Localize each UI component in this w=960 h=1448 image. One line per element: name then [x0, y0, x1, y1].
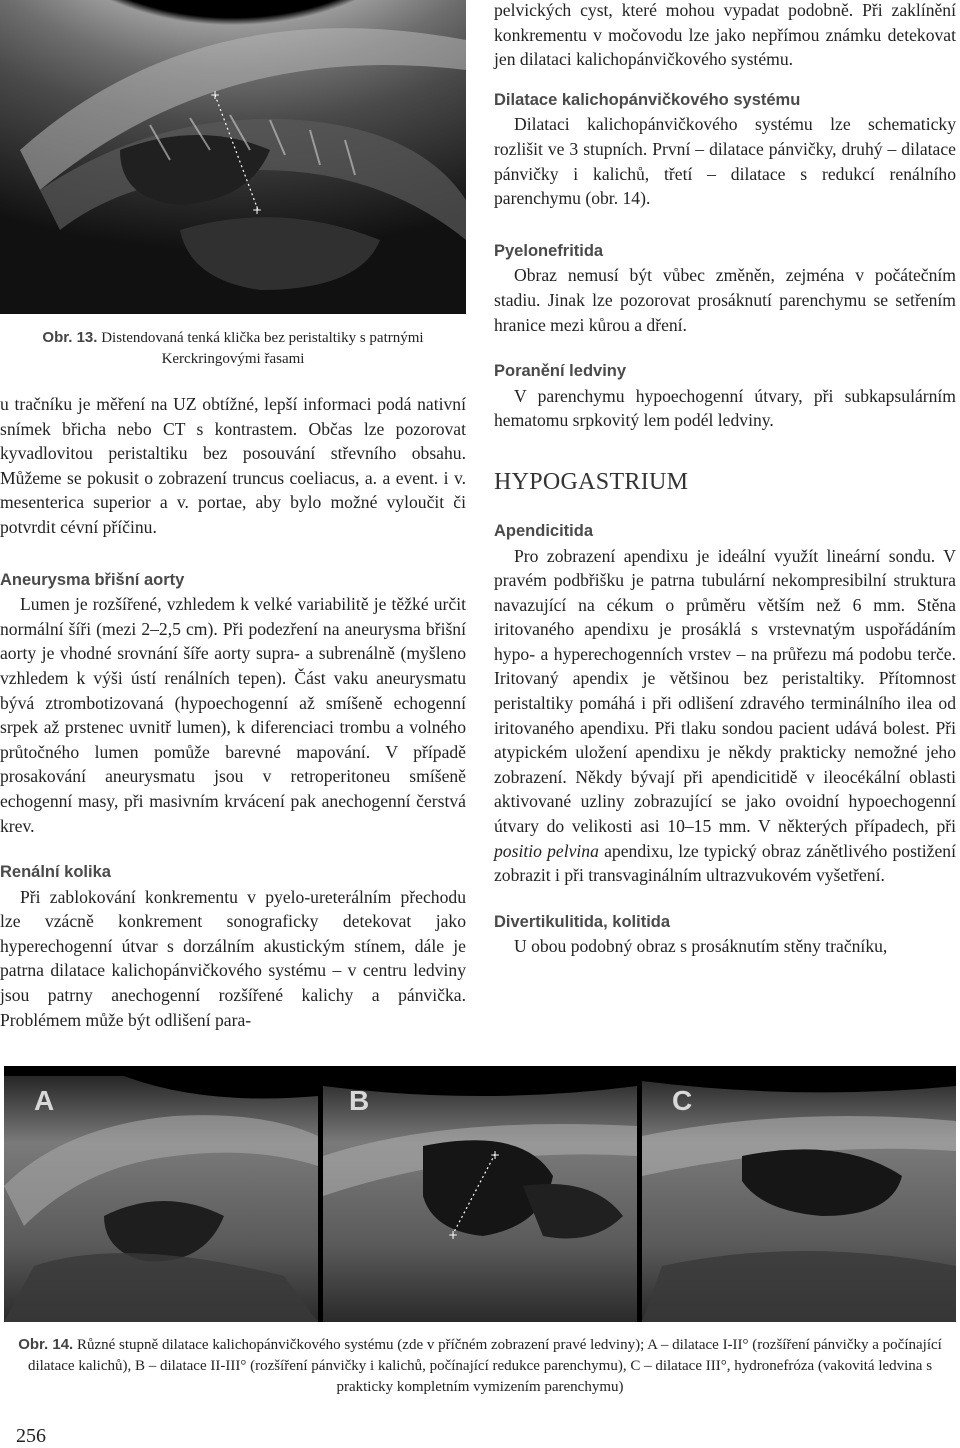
panel-b-label: B [349, 1085, 370, 1116]
figure-14-caption [0, 1334, 960, 1398]
renalni-kolika-paragraph: Při zablokování konkrementu v pyelo-ureterálním přechodu lze vzácně konkrement sonograficky detekovat jako hyperechogenní útvar s dorzálním akustickým stínem, dále je patrna dilatace kalichopánvičkového systému – v centru ledviny jsou patrny anechogenní rozšířené kalichy a pánvička. Problémem může být odlišení para- [0, 886, 466, 1030]
apendicitida-italic: positio pelvina [494, 840, 599, 861]
divertikulitida-heading: Divertikulitida, kolitida [494, 912, 671, 931]
panel-b [323, 1066, 637, 1322]
panel-c [642, 1066, 956, 1322]
apendicitida-text-1: Pro zobrazení apendixu je ideální využít lineární sondu. V pravém podbřišku je patrna tubulární nekompresibilní struktura navazující na cékum o průměru větším než 6 mm. Stěna iritovaného apendixu je prosáklá s vrstevnatým uspořádáním hypo- a hyperechogenních vrstev – na průřezu má podobu terče. Iritovaný apendix je většinou bez peristaltiky. Přítomnost peristaltiky pomáhá i při odlišení zdravého terminálního ilea od iritovaného apendixu. Při tlaku sondou pacient udává bolest. Při atypickém uložení apendixu je někdy prakticky nemožné jeho zobrazení. Někdy bývají při apendicitidě v ileocékální oblasti aktivované uzliny zobrazující se jako ovoidní hypoechogenní útvary do velikosti asi 10–15 mm. V některých případech, při [494, 545, 956, 837]
svg-text:+: + [210, 88, 221, 102]
panel-c-label: C [672, 1085, 693, 1116]
dilatace-paragraph: Dilataci kalichopánvičkového systému lze schematicky rozlišit ve 3 stupních. První – dilatace pánvičky, druhý – dilatace pánvičky i kalichů, třetí – dilatace s redukcí renálního parenchymu (obr. 14). [494, 114, 956, 209]
intro-paragraph: u tračníku je měření na UZ obtížné, lepší informaci podá nativní snímek břicha nebo CT s kontrastem. Občas lze pozorovat kyvadlovitou peristaltiku bez posouvání střevního obsahu. Můžeme se pokusit o zobrazení truncus coeliacus, a. a event. i v. mesenterica superior a v. portae, aby bylo možné vyloučit či potvrdit cévní příčinu. [0, 394, 466, 537]
left-column [0, 392, 466, 1032]
hypogastrium-heading: HYPOGASTRIUM [494, 468, 689, 495]
figure-14-ultrasound-image [4, 1066, 956, 1322]
continued-paragraph: pelvických cyst, které mohou vypadat podobně. Při zaklínění konkrementu v močovodu lze jako nepřímou známku detekovat jen dilataci kalichopánvičkového systému. [494, 0, 956, 70]
figure-14-caption-label: Obr. 14. [18, 1336, 74, 1353]
apendicitida-paragraph [494, 544, 956, 888]
renalni-kolika-heading: Renální kolika [0, 863, 111, 882]
poraneni-ledviny-heading: Poranění ledviny [494, 362, 627, 381]
panel-a-label: A [34, 1085, 55, 1116]
page-number: 256 [16, 1425, 46, 1447]
apendicitida-text-2: apendixu, lze typický obraz zánětlivého postižení zobrazit i při transvaginálním ultrazvukovém vyšetření. [494, 840, 956, 886]
figure-13-caption-label: Obr. 13. [42, 329, 98, 346]
pyelonefritida-heading: Pyelonefritida [494, 241, 604, 260]
figure-13-caption [0, 327, 466, 370]
svg-text:+: + [252, 203, 263, 217]
svg-text:+: + [490, 1148, 501, 1162]
dilatace-heading: Dilatace kalichopánvičkového systému [494, 90, 801, 109]
divertikulitida-paragraph: U obou podobný obraz s prosáknutím stěny tračníku, [514, 936, 888, 957]
poraneni-ledviny-paragraph: V parenchymu hypoechogenní útvary, při subkapsulárním hematomu srpkovitý lem podél ledviny. [494, 385, 956, 431]
figure-13-ultrasound-image [0, 0, 466, 314]
right-column [494, 0, 956, 959]
aneurysma-paragraph: Lumen je rozšířené, vzhledem k velké variabilitě je těžké určit normální šíři (mezi 2–2,5 cm). Při podezření na aneurysma břišní aorty je vhodné srovnání šíře aorty supra- a subrenálně (myšleno vzhledem k výši ústí renálních tepen). Část vaku aneurysmatu bývá ztrombotizovaná (hypoechogenní až smíšeně echogenní srpek až prstenec uvnitř lumen), k diferenciaci trombu a volného průtočného lumen pomůže barevné mapování. V případě prosakování aneurysmatu jsou v retroperitoneu smíšeně echogenní masy, při masivním krvácení pak anechogenní čerstvá krev. [0, 594, 466, 836]
pyelonefritida-paragraph: Obraz nemusí být vůbec změněn, zejména v počátečním stadiu. Jinak lze pozorovat prosáknutí parenchymu se setřením hranice mezi kůrou a dření. [494, 265, 956, 335]
svg-text:+: + [448, 1228, 459, 1242]
figure-13-caption-text: Distendovaná tenká klička bez peristaltiky s patrnými Kerckringovými řasami [101, 330, 424, 367]
aneurysma-heading: Aneurysma břišní aorty [0, 570, 185, 589]
panel-a [4, 1066, 318, 1322]
apendicitida-heading: Apendicitida [494, 521, 594, 540]
figure-14-caption-text: Různé stupně dilatace kalichopánvičkového systému (zde v příčném zobrazení pravé ledviny); A – dilatace I-II° (rozšíření pánvičky a počínající dilatace kalichů), B – dilatace II-III° (rozšíření pánvičky i kalichů, počínající redukce parenchymu), C – dilatace III°, hydronefróza (vakovitá ledvina s prakticky kompletním vymizením parenchymu) [27, 1337, 942, 1395]
